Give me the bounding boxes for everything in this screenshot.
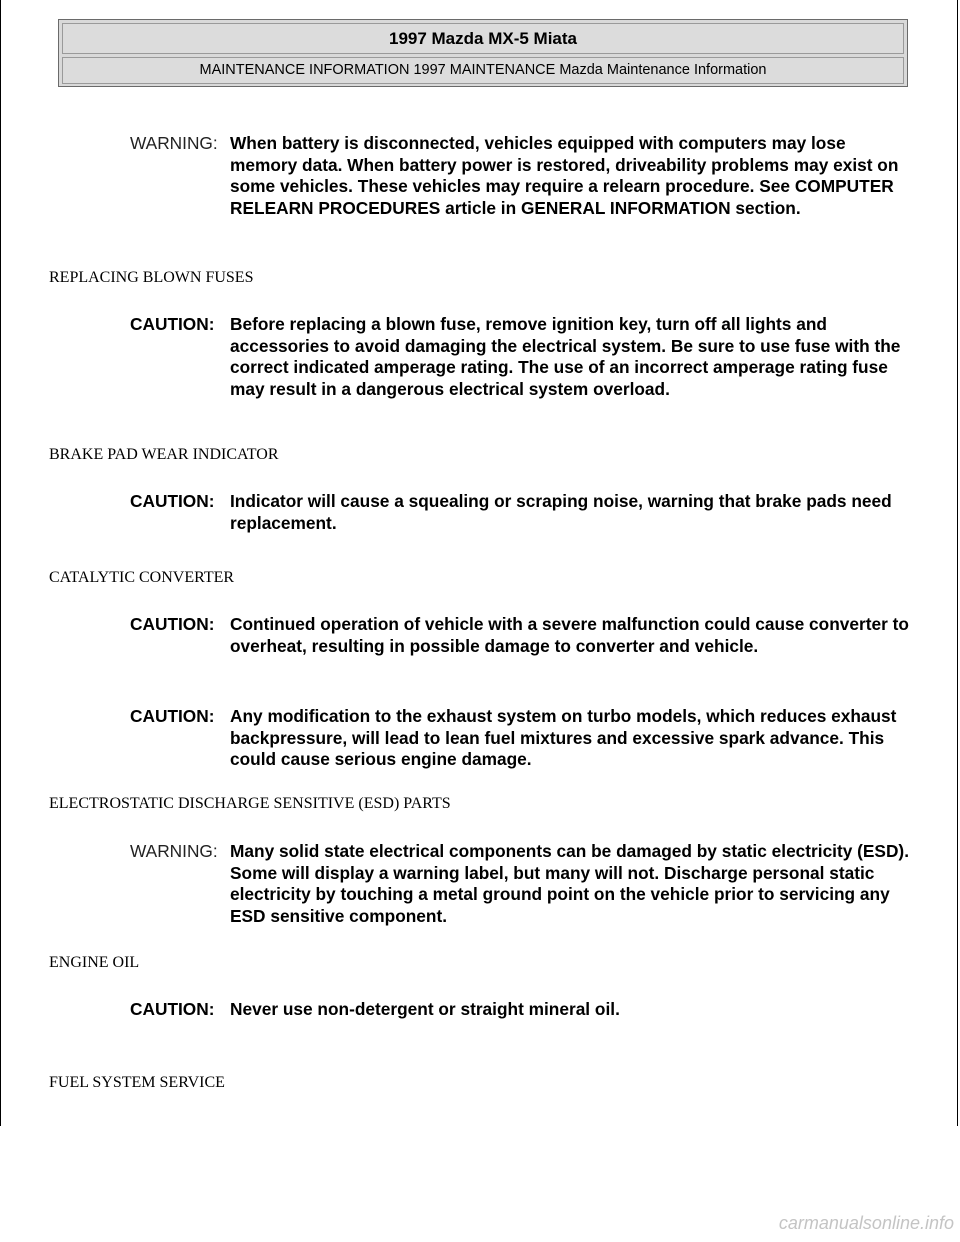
notice-label: CAUTION:	[130, 614, 215, 634]
caution-notice-exhaust	[130, 706, 910, 771]
notice-text: Continued operation of vehicle with a severe malfunction could cause converter to overheat, resulting in possible damage to converter and vehicle.	[230, 614, 909, 656]
document-header	[58, 19, 908, 87]
notice-label: CAUTION:	[130, 314, 215, 334]
caution-notice-fuses	[130, 314, 910, 400]
notice-text: Any modification to the exhaust system on turbo models, which reduces exhaust backpressure, will lead to lean fuel mixtures and excessive spark advance. This could cause serious engine damage.	[230, 706, 897, 769]
notice-text: Many solid state electrical components can be damaged by static electricity (ESD). Some will display a warning label, but many will not. Discharge personal static electricity by touching a metal ground point on the vehicle prior to servicing any ESD sensitive component.	[230, 841, 909, 926]
caution-notice-oil	[130, 999, 910, 1021]
section-heading-engine-oil: ENGINE OIL	[49, 954, 140, 971]
notice-label: WARNING:	[130, 841, 218, 861]
notice-label: WARNING:	[130, 133, 218, 153]
header-subtitle: MAINTENANCE INFORMATION 1997 MAINTENANCE Mazda Maintenance Information	[62, 57, 904, 84]
warning-notice-battery	[130, 133, 910, 219]
section-heading-catalytic: CATALYTIC CONVERTER	[49, 569, 235, 586]
warning-notice-esd	[130, 841, 910, 927]
caution-notice-converter	[130, 614, 910, 657]
notice-text: Before replacing a blown fuse, remove ignition key, turn off all lights and accessories to avoid damaging the electrical system. Be sure to use fuse with the correct indicated amperage rating. The use of an incorrect amperage rating fuse may result in a dangerous electrical system overload.	[230, 314, 901, 399]
caution-notice-brake-pad	[130, 491, 910, 534]
notice-text: Indicator will cause a squealing or scraping noise, warning that brake pads need replacement.	[230, 491, 892, 533]
header-title: 1997 Mazda MX-5 Miata	[62, 23, 904, 54]
section-heading-esd: ELECTROSTATIC DISCHARGE SENSITIVE (ESD) PARTS	[49, 795, 451, 812]
section-heading-fuses: REPLACING BLOWN FUSES	[49, 269, 254, 286]
notice-label: CAUTION:	[130, 491, 215, 511]
notice-label: CAUTION:	[130, 999, 215, 1019]
section-heading-brake-pad: BRAKE PAD WEAR INDICATOR	[49, 446, 279, 463]
notice-label: CAUTION:	[130, 706, 215, 726]
notice-text: When battery is disconnected, vehicles equipped with computers may lose memory data. When battery power is restored, driveability problems may exist on some vehicles. These vehicles may require a relearn procedure. See COMPUTER RELEARN PROCEDURES article in GENERAL INFORMATION section.	[230, 133, 899, 218]
section-heading-fuel-system: FUEL SYSTEM SERVICE	[49, 1074, 225, 1091]
notice-text: Never use non-detergent or straight mineral oil.	[230, 999, 620, 1019]
watermark-logo: carmanualsonline.info	[778, 1213, 954, 1233]
